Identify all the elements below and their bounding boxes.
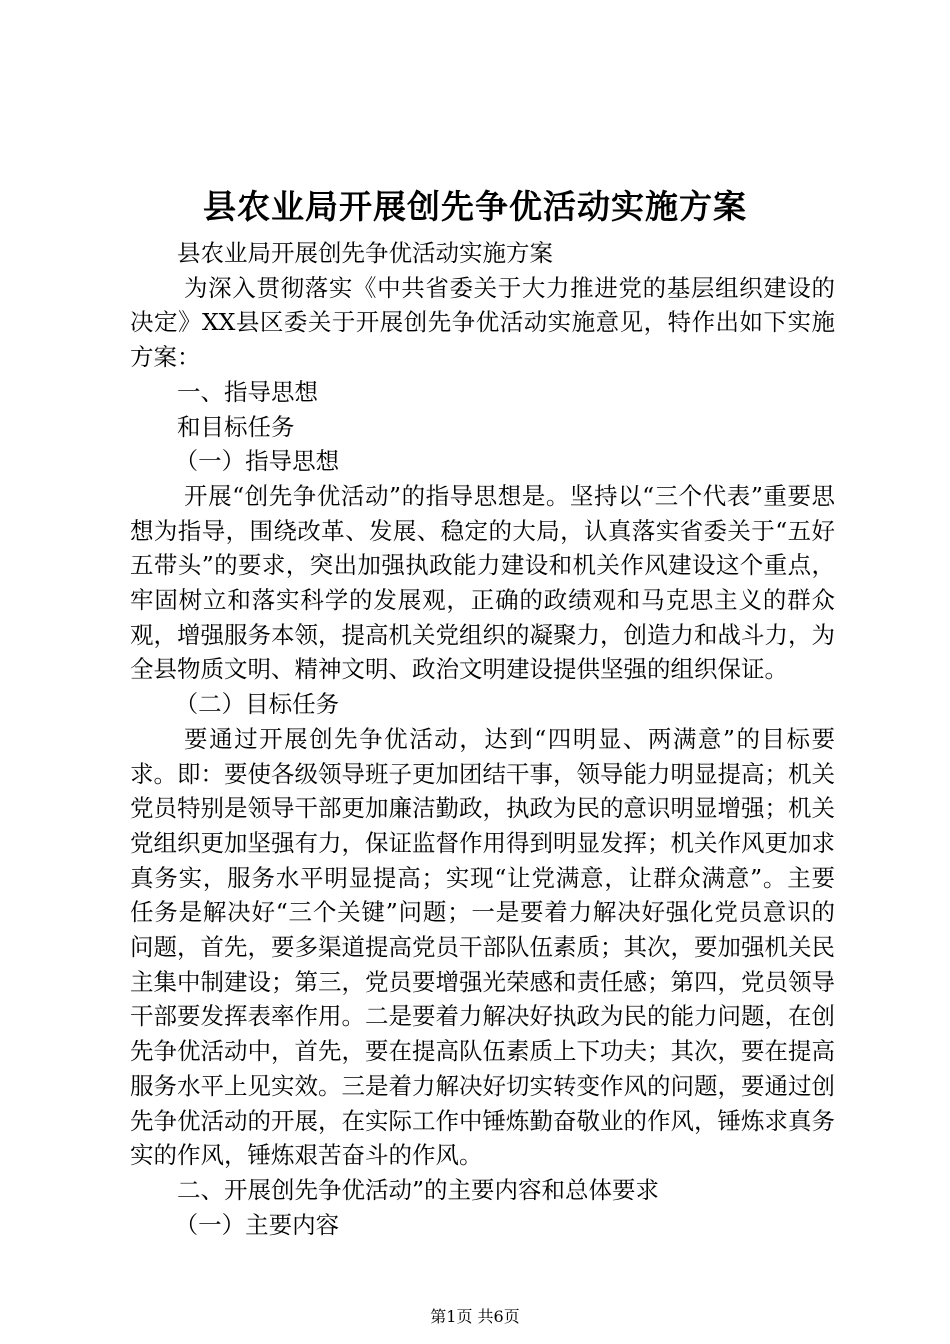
heading-subsection-2-1: （一）主要内容 (174, 1210, 340, 1239)
paragraph-goals-tasks: 要通过开展创先争优活动，达到“四明显、两满意”的目标要求。即：要使各级领导班子更加团结干事，领导能力明显提高；机关党员特别是领导干部更加廉洁勤政，执政为民的意识明显增强；机关党组织更加坚强有力，保证监督作用得到明显发挥；机关作风更加求真务实，服务水平明显提高；实现“让党满意，让群众满意”。主要任务是解决好“三个关键”问题；一是要着力解决好强化党员意识的问题，首先，要多渠道提高党员干部队伍素质；其次，要加强机关民主集中制建设；第三，党员要增强光荣感和责任感；第四，党员领导干部要发挥表率作用。二是要着力解决好执政为民的能力问题，在创先争优活动中，首先，要在提高队伍素质上下功夫；其次，要在提高服务水平上见实效。三是着力解决好切实转变作风的问题，要通过创先争优活动的开展，在实际工作中锤炼勤奋敬业的作风，锤炼求真务实的作风，锤炼艰苦奋斗的作风。 (130, 724, 835, 1170)
heading-section-1: 一、指导思想 (177, 377, 318, 406)
document-title: 县农业局开展创先争优活动实施方案 (203, 187, 747, 226)
heading-section-1-cont: 和目标任务 (177, 412, 295, 441)
document-body (130, 236, 835, 1242)
heading-subsection-1-2: （二）目标任务 (174, 690, 340, 719)
paragraph-guiding-thought: 开展“创先争优活动”的指导思想是。坚持以“三个代表”重要思想为指导，围绕改革、发展、稳定的大局，认真落实省委关于“五好五带头”的要求，突出加强执政能力建设和机关作风建设这个重点，牢固树立和落实科学的发展观，正确的政绩观和马克思主义的群众观，增强服务本领，提高机关党组织的凝聚力，创造力和战斗力，为全县物质文明、精神文明、政治文明建设提供坚强的组织保证。 (130, 481, 835, 684)
paragraph-intro: 为深入贯彻落实《中共省委关于大力推进党的基层组织建设的决定》XX县区委关于开展创先争优活动实施意见，特作出如下实施方案： (130, 273, 835, 372)
page-footer: 第1页 共6页 (430, 1307, 520, 1326)
heading-subsection-1-1: （一）指导思想 (174, 447, 340, 476)
heading-section-2: 二、开展创先争优活动”的主要内容和总体要求 (177, 1175, 660, 1204)
paragraph-subtitle: 县农业局开展创先争优活动实施方案 (177, 239, 553, 267)
